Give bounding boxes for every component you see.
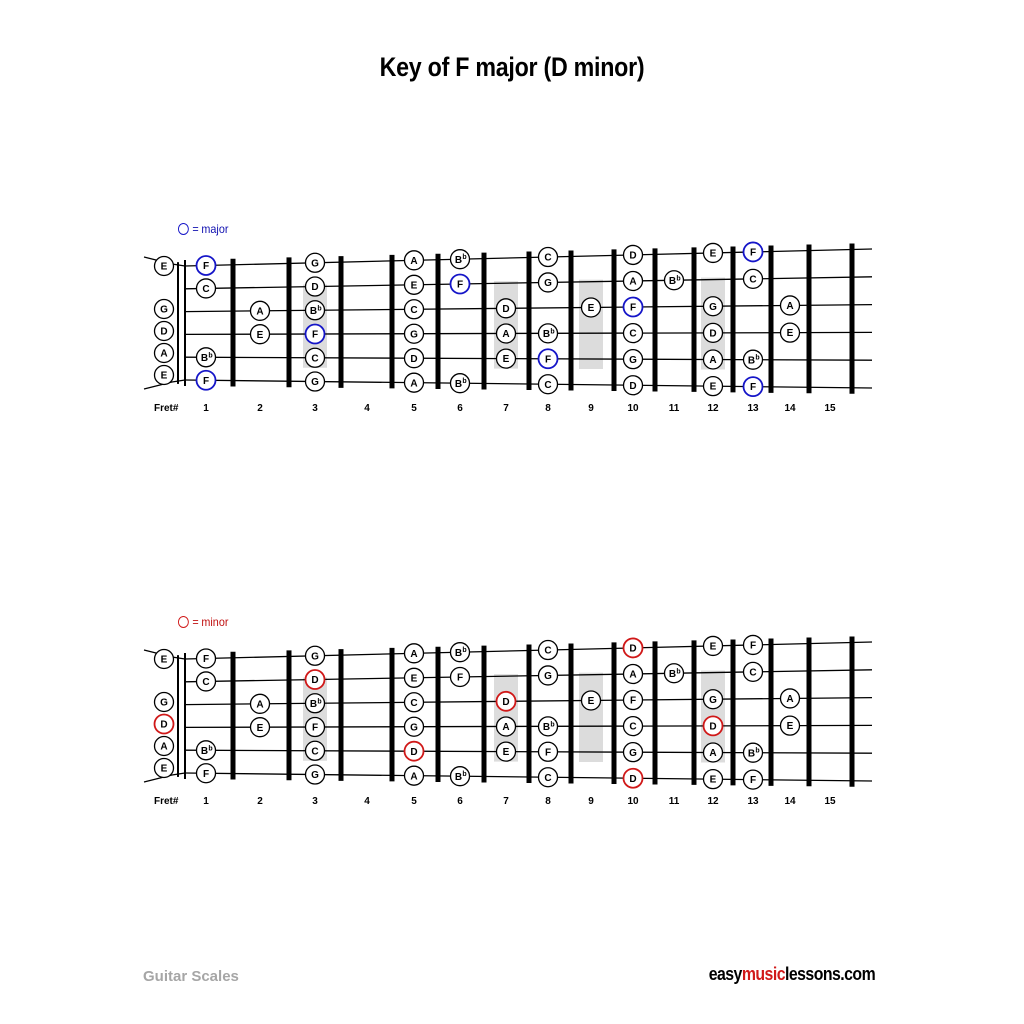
note-label: C — [544, 252, 552, 264]
note-marker — [251, 301, 270, 320]
note-marker — [781, 716, 800, 735]
note-label: G — [410, 722, 418, 734]
note-label: E — [587, 303, 595, 315]
note-label: B — [454, 254, 463, 266]
fret-number: 13 — [747, 796, 759, 807]
note-marker — [744, 269, 763, 288]
note-label: D — [629, 773, 637, 785]
fret-number: 12 — [707, 796, 719, 807]
note-label: B — [542, 721, 551, 733]
note-label: F — [749, 775, 757, 787]
fret-number: 15 — [824, 403, 836, 414]
note-label: D — [160, 719, 168, 731]
note-label: D — [502, 303, 510, 315]
note-marker — [704, 716, 723, 735]
note-marker — [704, 770, 723, 789]
note-marker — [197, 672, 216, 691]
note-label: E — [160, 763, 168, 775]
note-label: E — [709, 774, 717, 786]
note-label: A — [786, 301, 794, 313]
note-marker — [665, 271, 684, 290]
fret-number: 9 — [588, 403, 594, 414]
note-marker — [624, 271, 643, 290]
note-marker — [405, 300, 424, 319]
note-marker — [744, 350, 763, 369]
open-string-note — [155, 715, 174, 734]
fret-number: 6 — [457, 403, 463, 414]
flat-sign: b — [462, 647, 467, 655]
note-marker — [306, 670, 325, 689]
note-marker — [405, 717, 424, 736]
note-label: A — [629, 276, 637, 288]
note-marker — [197, 279, 216, 298]
note-marker — [405, 251, 424, 270]
note-label: F — [311, 722, 319, 734]
note-label: B — [200, 352, 209, 364]
note-label: D — [629, 643, 637, 655]
fret-number: 9 — [588, 796, 594, 807]
flat-sign: b — [550, 328, 555, 336]
fret-number-row — [154, 403, 836, 414]
note-marker — [405, 644, 424, 663]
note-marker — [405, 742, 424, 761]
note-marker — [306, 372, 325, 391]
note-label: A — [410, 648, 418, 660]
note-label: E — [786, 721, 794, 733]
note-marker — [624, 769, 643, 788]
page-title: Key of F major (D minor) — [379, 52, 645, 82]
note-label: C — [544, 379, 552, 391]
legend-label: minor — [201, 615, 229, 629]
flat-sign: b — [676, 668, 681, 676]
fret-number: 10 — [627, 796, 639, 807]
note-label: F — [202, 375, 210, 387]
note-marker — [582, 691, 601, 710]
note-label: B — [747, 355, 756, 367]
note-marker — [405, 275, 424, 294]
note-label: C — [410, 304, 418, 316]
note-label: G — [311, 770, 319, 782]
note-marker — [405, 349, 424, 368]
fret-number: 13 — [747, 403, 759, 414]
note-marker — [405, 693, 424, 712]
note-label: B — [454, 771, 463, 783]
fret-label: Fret# — [154, 403, 179, 414]
note-label: F — [311, 329, 319, 341]
note-label: B — [668, 275, 677, 287]
note-marker — [624, 245, 643, 264]
note-label: F — [629, 302, 637, 314]
note-marker — [306, 277, 325, 296]
fret-number: 15 — [824, 796, 836, 807]
note-marker — [539, 324, 558, 343]
flat-sign: b — [755, 747, 760, 755]
note-marker — [251, 694, 270, 713]
note-label: E — [587, 696, 595, 708]
note-marker — [497, 717, 516, 736]
note-label: C — [629, 328, 637, 340]
fret-number: 3 — [312, 403, 318, 414]
note-label: D — [709, 721, 717, 733]
fretboard-minor — [0, 629, 1024, 829]
note-marker — [497, 324, 516, 343]
flat-sign: b — [462, 254, 467, 262]
note-label: B — [309, 698, 318, 710]
note-marker — [781, 323, 800, 342]
note-label: G — [629, 747, 637, 759]
note-label: G — [311, 258, 319, 270]
brand-part: easy — [708, 964, 742, 984]
note-marker — [539, 742, 558, 761]
note-marker — [306, 741, 325, 760]
note-label: G — [311, 377, 319, 389]
note-marker — [781, 689, 800, 708]
note-marker — [306, 765, 325, 784]
open-string-note — [155, 300, 174, 319]
note-marker — [306, 694, 325, 713]
fret-number: 10 — [627, 403, 639, 414]
flat-sign: b — [676, 275, 681, 283]
fret-number: 3 — [312, 796, 318, 807]
note-label: E — [256, 722, 264, 734]
note-label: E — [410, 673, 418, 685]
open-string-note — [155, 759, 174, 778]
note-label: B — [309, 305, 318, 317]
note-label: F — [749, 247, 757, 259]
note-marker — [704, 297, 723, 316]
note-label: D — [709, 328, 717, 340]
note-label: A — [256, 699, 264, 711]
note-marker — [451, 374, 470, 393]
note-marker — [539, 717, 558, 736]
note-marker — [405, 324, 424, 343]
note-label: F — [629, 695, 637, 707]
note-marker — [624, 664, 643, 683]
note-label: G — [544, 671, 552, 683]
note-label: B — [454, 378, 463, 390]
note-label: A — [410, 378, 418, 390]
note-label: D — [160, 326, 168, 338]
note-label: D — [311, 675, 319, 687]
open-strings — [155, 650, 174, 778]
circle-icon — [178, 223, 189, 235]
note-label: E — [502, 747, 510, 759]
note-marker — [539, 375, 558, 394]
note-marker — [451, 643, 470, 662]
note-marker — [744, 743, 763, 762]
note-marker — [624, 324, 643, 343]
note-marker — [704, 636, 723, 655]
note-label: C — [629, 721, 637, 733]
note-label: G — [410, 329, 418, 341]
fret-number: 6 — [457, 796, 463, 807]
note-marker — [405, 766, 424, 785]
note-label: F — [202, 768, 210, 780]
fret-label: Fret# — [154, 796, 179, 807]
inlay-marker — [579, 280, 603, 369]
flat-sign: b — [208, 352, 213, 360]
fret-number: 2 — [257, 403, 263, 414]
note-marker — [539, 666, 558, 685]
note-marker — [306, 348, 325, 367]
open-string-note — [155, 322, 174, 341]
note-marker — [744, 635, 763, 654]
note-marker — [451, 250, 470, 269]
note-marker — [451, 274, 470, 293]
fret-number: 2 — [257, 796, 263, 807]
note-marker — [781, 296, 800, 315]
note-label: A — [160, 741, 168, 753]
fret-number: 4 — [364, 403, 370, 414]
note-label: D — [502, 696, 510, 708]
fret-number: 5 — [411, 796, 417, 807]
note-label: B — [454, 647, 463, 659]
note-label: E — [709, 248, 717, 260]
fret-number: 14 — [784, 403, 796, 414]
flat-sign: b — [462, 771, 467, 779]
note-marker — [665, 664, 684, 683]
note-marker — [251, 325, 270, 344]
note-marker — [624, 717, 643, 736]
note-label: D — [410, 353, 418, 365]
note-label: A — [786, 694, 794, 706]
note-marker — [624, 376, 643, 395]
footer-category: Guitar Scales — [143, 968, 239, 985]
note-label: C — [202, 677, 210, 689]
note-label: F — [544, 747, 552, 759]
flat-sign: b — [462, 378, 467, 386]
note-marker — [197, 649, 216, 668]
note-label: C — [311, 353, 319, 365]
note-label: C — [749, 274, 757, 286]
brand-part: lessons.com — [784, 964, 875, 984]
note-marker — [704, 377, 723, 396]
note-label: E — [786, 328, 794, 340]
note-label: F — [456, 672, 464, 684]
note-label: G — [160, 697, 168, 709]
open-string-note — [155, 737, 174, 756]
note-label: C — [544, 772, 552, 784]
legend-symbol: = — [192, 222, 199, 236]
note-label: G — [709, 301, 717, 313]
flat-sign: b — [755, 354, 760, 362]
note-marker — [539, 248, 558, 267]
note-label: E — [709, 381, 717, 393]
note-marker — [197, 764, 216, 783]
fret-number: 8 — [545, 403, 551, 414]
note-label: E — [160, 370, 168, 382]
note-label: F — [749, 640, 757, 652]
note-label: F — [544, 354, 552, 366]
note-label: E — [709, 641, 717, 653]
note-marker — [539, 768, 558, 787]
open-string-note — [155, 257, 174, 276]
note-marker — [197, 741, 216, 760]
fret-number-row — [154, 796, 836, 807]
legend-label: major — [201, 222, 229, 236]
note-label: G — [160, 304, 168, 316]
fret-number: 14 — [784, 796, 796, 807]
note-label: D — [410, 746, 418, 758]
open-string-note — [155, 693, 174, 712]
note-label: C — [311, 746, 319, 758]
open-string-note — [155, 366, 174, 385]
note-label: E — [160, 261, 168, 273]
note-label: D — [311, 282, 319, 294]
note-marker — [539, 641, 558, 660]
note-marker — [624, 638, 643, 657]
note-label: G — [709, 694, 717, 706]
note-label: A — [410, 771, 418, 783]
note-label: E — [410, 280, 418, 292]
fret-number: 12 — [707, 403, 719, 414]
inlay-marker — [579, 673, 603, 762]
fret-number: 11 — [668, 403, 680, 414]
flat-sign: b — [317, 698, 322, 706]
note-marker — [405, 373, 424, 392]
note-marker — [704, 743, 723, 762]
note-label: G — [629, 354, 637, 366]
note-marker — [197, 371, 216, 390]
note-label: G — [544, 278, 552, 290]
fret-number: 5 — [411, 403, 417, 414]
circle-icon — [178, 616, 189, 628]
note-marker — [624, 743, 643, 762]
note-label: D — [629, 380, 637, 392]
note-marker — [704, 243, 723, 262]
note-marker — [306, 718, 325, 737]
note-marker — [624, 691, 643, 710]
note-marker — [539, 273, 558, 292]
note-label: B — [668, 668, 677, 680]
note-label: C — [410, 697, 418, 709]
note-label: A — [160, 348, 168, 360]
flat-sign: b — [317, 305, 322, 313]
fret-number: 11 — [668, 796, 680, 807]
note-marker — [744, 662, 763, 681]
note-label: D — [629, 250, 637, 262]
open-string-note — [155, 344, 174, 363]
fret-number: 7 — [503, 403, 509, 414]
note-label: B — [747, 748, 756, 760]
note-marker — [497, 299, 516, 318]
note-marker — [497, 692, 516, 711]
brand-part: music — [741, 964, 785, 984]
note-label: A — [709, 748, 717, 760]
note-label: B — [200, 745, 209, 757]
note-marker — [582, 298, 601, 317]
note-marker — [451, 667, 470, 686]
note-marker — [539, 349, 558, 368]
note-label: C — [749, 667, 757, 679]
note-label: F — [202, 654, 210, 666]
note-label: F — [202, 261, 210, 273]
note-marker — [497, 742, 516, 761]
note-marker — [624, 298, 643, 317]
note-marker — [251, 718, 270, 737]
flat-sign: b — [208, 745, 213, 753]
note-marker — [197, 348, 216, 367]
note-label: B — [542, 328, 551, 340]
fretboard-major — [0, 236, 1024, 436]
note-label: E — [160, 654, 168, 666]
note-marker — [497, 349, 516, 368]
note-label: A — [502, 329, 510, 341]
note-label: F — [456, 279, 464, 291]
note-label: A — [410, 255, 418, 267]
legend-minor — [178, 614, 228, 630]
note-marker — [197, 256, 216, 275]
note-marker — [744, 770, 763, 789]
open-strings — [155, 257, 174, 385]
note-label: A — [256, 306, 264, 318]
note-label: A — [709, 355, 717, 367]
note-marker — [451, 767, 470, 786]
note-marker — [306, 325, 325, 344]
fret-number: 7 — [503, 796, 509, 807]
note-label: G — [311, 651, 319, 663]
fret-number: 1 — [203, 796, 209, 807]
fret-number: 8 — [545, 796, 551, 807]
note-marker — [704, 323, 723, 342]
note-marker — [624, 350, 643, 369]
note-label: E — [502, 354, 510, 366]
note-marker — [704, 690, 723, 709]
note-label: C — [544, 645, 552, 657]
note-marker — [306, 253, 325, 272]
fret-number: 4 — [364, 796, 370, 807]
legend-symbol: = — [192, 615, 199, 629]
brand-logo — [709, 964, 875, 985]
note-marker — [704, 350, 723, 369]
note-label: C — [202, 284, 210, 296]
note-label: E — [256, 329, 264, 341]
note-label: F — [749, 382, 757, 394]
fret-number: 1 — [203, 403, 209, 414]
note-marker — [405, 668, 424, 687]
note-marker — [306, 301, 325, 320]
legend-major — [178, 221, 228, 237]
note-marker — [744, 377, 763, 396]
note-label: A — [502, 722, 510, 734]
open-string-note — [155, 650, 174, 669]
note-marker — [306, 646, 325, 665]
note-marker — [744, 242, 763, 261]
flat-sign: b — [550, 721, 555, 729]
note-label: A — [629, 669, 637, 681]
